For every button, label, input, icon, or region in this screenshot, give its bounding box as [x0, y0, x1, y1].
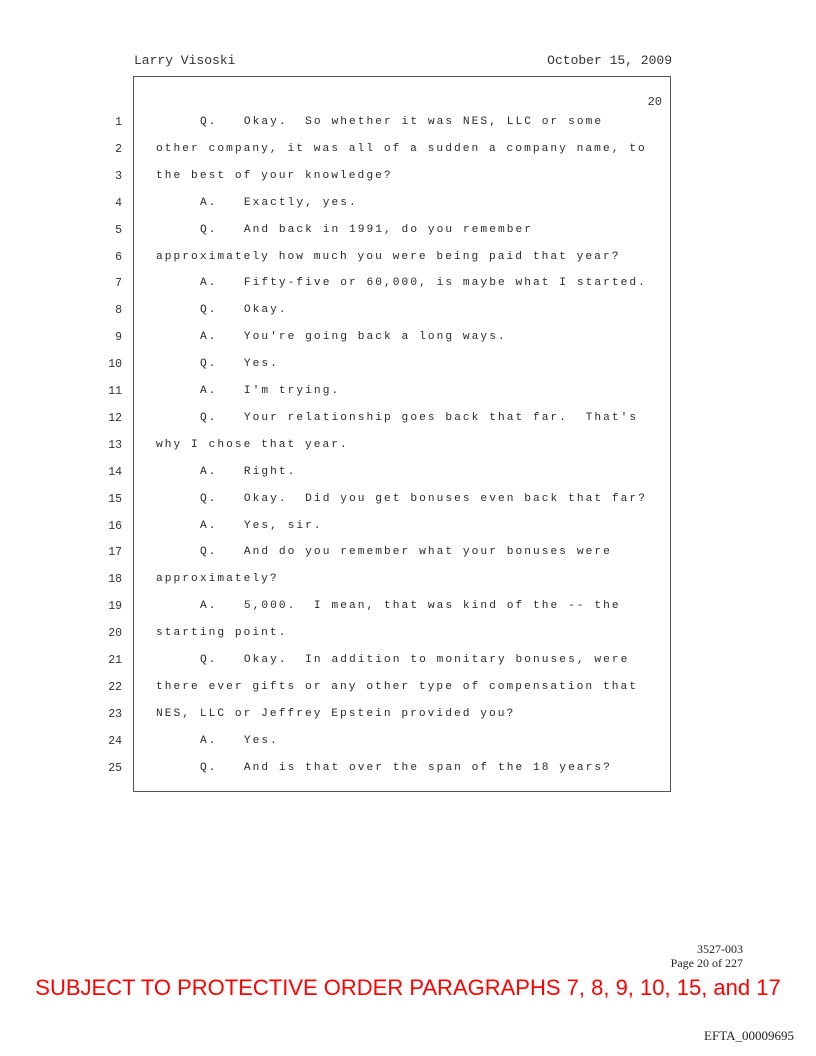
line-number: 20	[108, 627, 122, 641]
line-text: the best of your knowledge?	[156, 169, 393, 182]
witness-name: Larry Visoski	[134, 53, 236, 68]
line-text: A. I'm trying.	[200, 385, 341, 397]
line-text: A. 5,000. I mean, that was kind of the -- the	[200, 600, 621, 613]
transcript-line	[0, 439, 816, 466]
line-number: 12	[108, 411, 122, 425]
line-number: 10	[108, 358, 122, 372]
line-number: 16	[108, 519, 122, 533]
line-number: 8	[115, 304, 122, 318]
line-text: A. Fifty-five or 60,000, is maybe what I started.	[200, 277, 647, 290]
transcript-line	[0, 170, 816, 197]
line-text: Q. Yes.	[200, 358, 279, 371]
line-number: 17	[108, 546, 122, 560]
line-number: 25	[108, 761, 122, 775]
line-number: 23	[108, 707, 122, 721]
line-number: 13	[108, 438, 122, 452]
transcript-line	[0, 600, 816, 627]
line-text: there ever gifts or any other type of compensation that	[156, 680, 638, 693]
transcript-line	[0, 681, 816, 708]
transcript-line	[0, 520, 816, 547]
line-text: Q. And back in 1991, do you remember	[200, 223, 534, 236]
line-number: 3	[115, 169, 122, 183]
line-text: Q. And is that over the span of the 18 years?	[200, 761, 612, 774]
line-text: Q. Okay. Did you get bonuses even back that far?	[200, 492, 647, 505]
line-text: A. Yes.	[200, 734, 279, 747]
transcript-page-number: 20	[647, 95, 662, 109]
transcript-line	[0, 143, 816, 170]
line-number: 22	[108, 680, 122, 694]
line-text: Q. Okay. So whether it was NES, LLC or some	[200, 116, 604, 128]
transcript-line	[0, 304, 816, 331]
line-text: NES, LLC or Jeffrey Epstein provided you?	[156, 707, 516, 720]
deposition-date: October 15, 2009	[547, 53, 672, 68]
transcript-line	[0, 573, 816, 600]
page-of-total: Page 20 of 227	[670, 956, 743, 970]
transcript-line	[0, 654, 816, 681]
line-number: 24	[108, 734, 122, 748]
transcript-line	[0, 251, 816, 278]
line-number: 11	[108, 385, 122, 398]
transcript-line	[0, 331, 816, 358]
transcript-line	[0, 116, 816, 143]
bates-number: EFTA_00009695	[704, 1028, 794, 1043]
line-text: A. Exactly, yes.	[200, 196, 358, 209]
line-text: Q. Your relationship goes back that far. That's	[200, 411, 639, 424]
transcript-line	[0, 412, 816, 439]
line-text: starting point.	[156, 627, 288, 640]
transcript-line	[0, 735, 816, 762]
transcript-line	[0, 546, 816, 573]
line-text: approximately?	[156, 573, 279, 586]
case-code: 3527-003	[697, 942, 743, 956]
line-number: 1	[115, 116, 122, 129]
line-text: other company, it was all of a sudden a company name, to	[156, 142, 647, 155]
line-number: 21	[108, 654, 122, 667]
line-text: Q. Okay.	[200, 304, 288, 317]
line-number: 6	[115, 250, 122, 264]
line-number: 18	[108, 573, 122, 587]
line-text: A. Yes, sir.	[200, 519, 323, 532]
transcript-line	[0, 493, 816, 520]
transcript-line	[0, 224, 816, 251]
transcript-line	[0, 385, 816, 412]
line-number: 5	[115, 223, 122, 237]
transcript-line	[0, 708, 816, 735]
line-text: A. Right.	[200, 465, 297, 478]
line-number: 15	[108, 492, 122, 506]
line-number: 14	[108, 465, 122, 479]
line-text: Q. And do you remember what your bonuses were	[200, 546, 612, 559]
transcript-line	[0, 627, 816, 654]
protective-order-notice: SUBJECT TO PROTECTIVE ORDER PARAGRAPHS 7, 8, 9, 10, 15, and 17	[35, 975, 781, 1000]
transcript-line	[0, 358, 816, 385]
transcript-line	[0, 197, 816, 224]
footer-page-info	[671, 942, 743, 970]
line-number: 7	[115, 277, 122, 291]
line-text: A. You're going back a long ways.	[200, 331, 507, 344]
transcript-line	[0, 466, 816, 493]
line-number: 19	[108, 600, 122, 614]
transcript-line	[0, 762, 816, 789]
line-text: why I chose that year.	[156, 438, 349, 451]
line-number: 2	[115, 142, 122, 156]
line-number: 4	[115, 196, 122, 210]
transcript-line	[0, 277, 816, 304]
line-text: Q. Okay. In addition to monitary bonuses, were	[200, 654, 630, 666]
line-text: approximately how much you were being paid that year?	[156, 250, 621, 263]
line-number: 9	[115, 331, 122, 345]
